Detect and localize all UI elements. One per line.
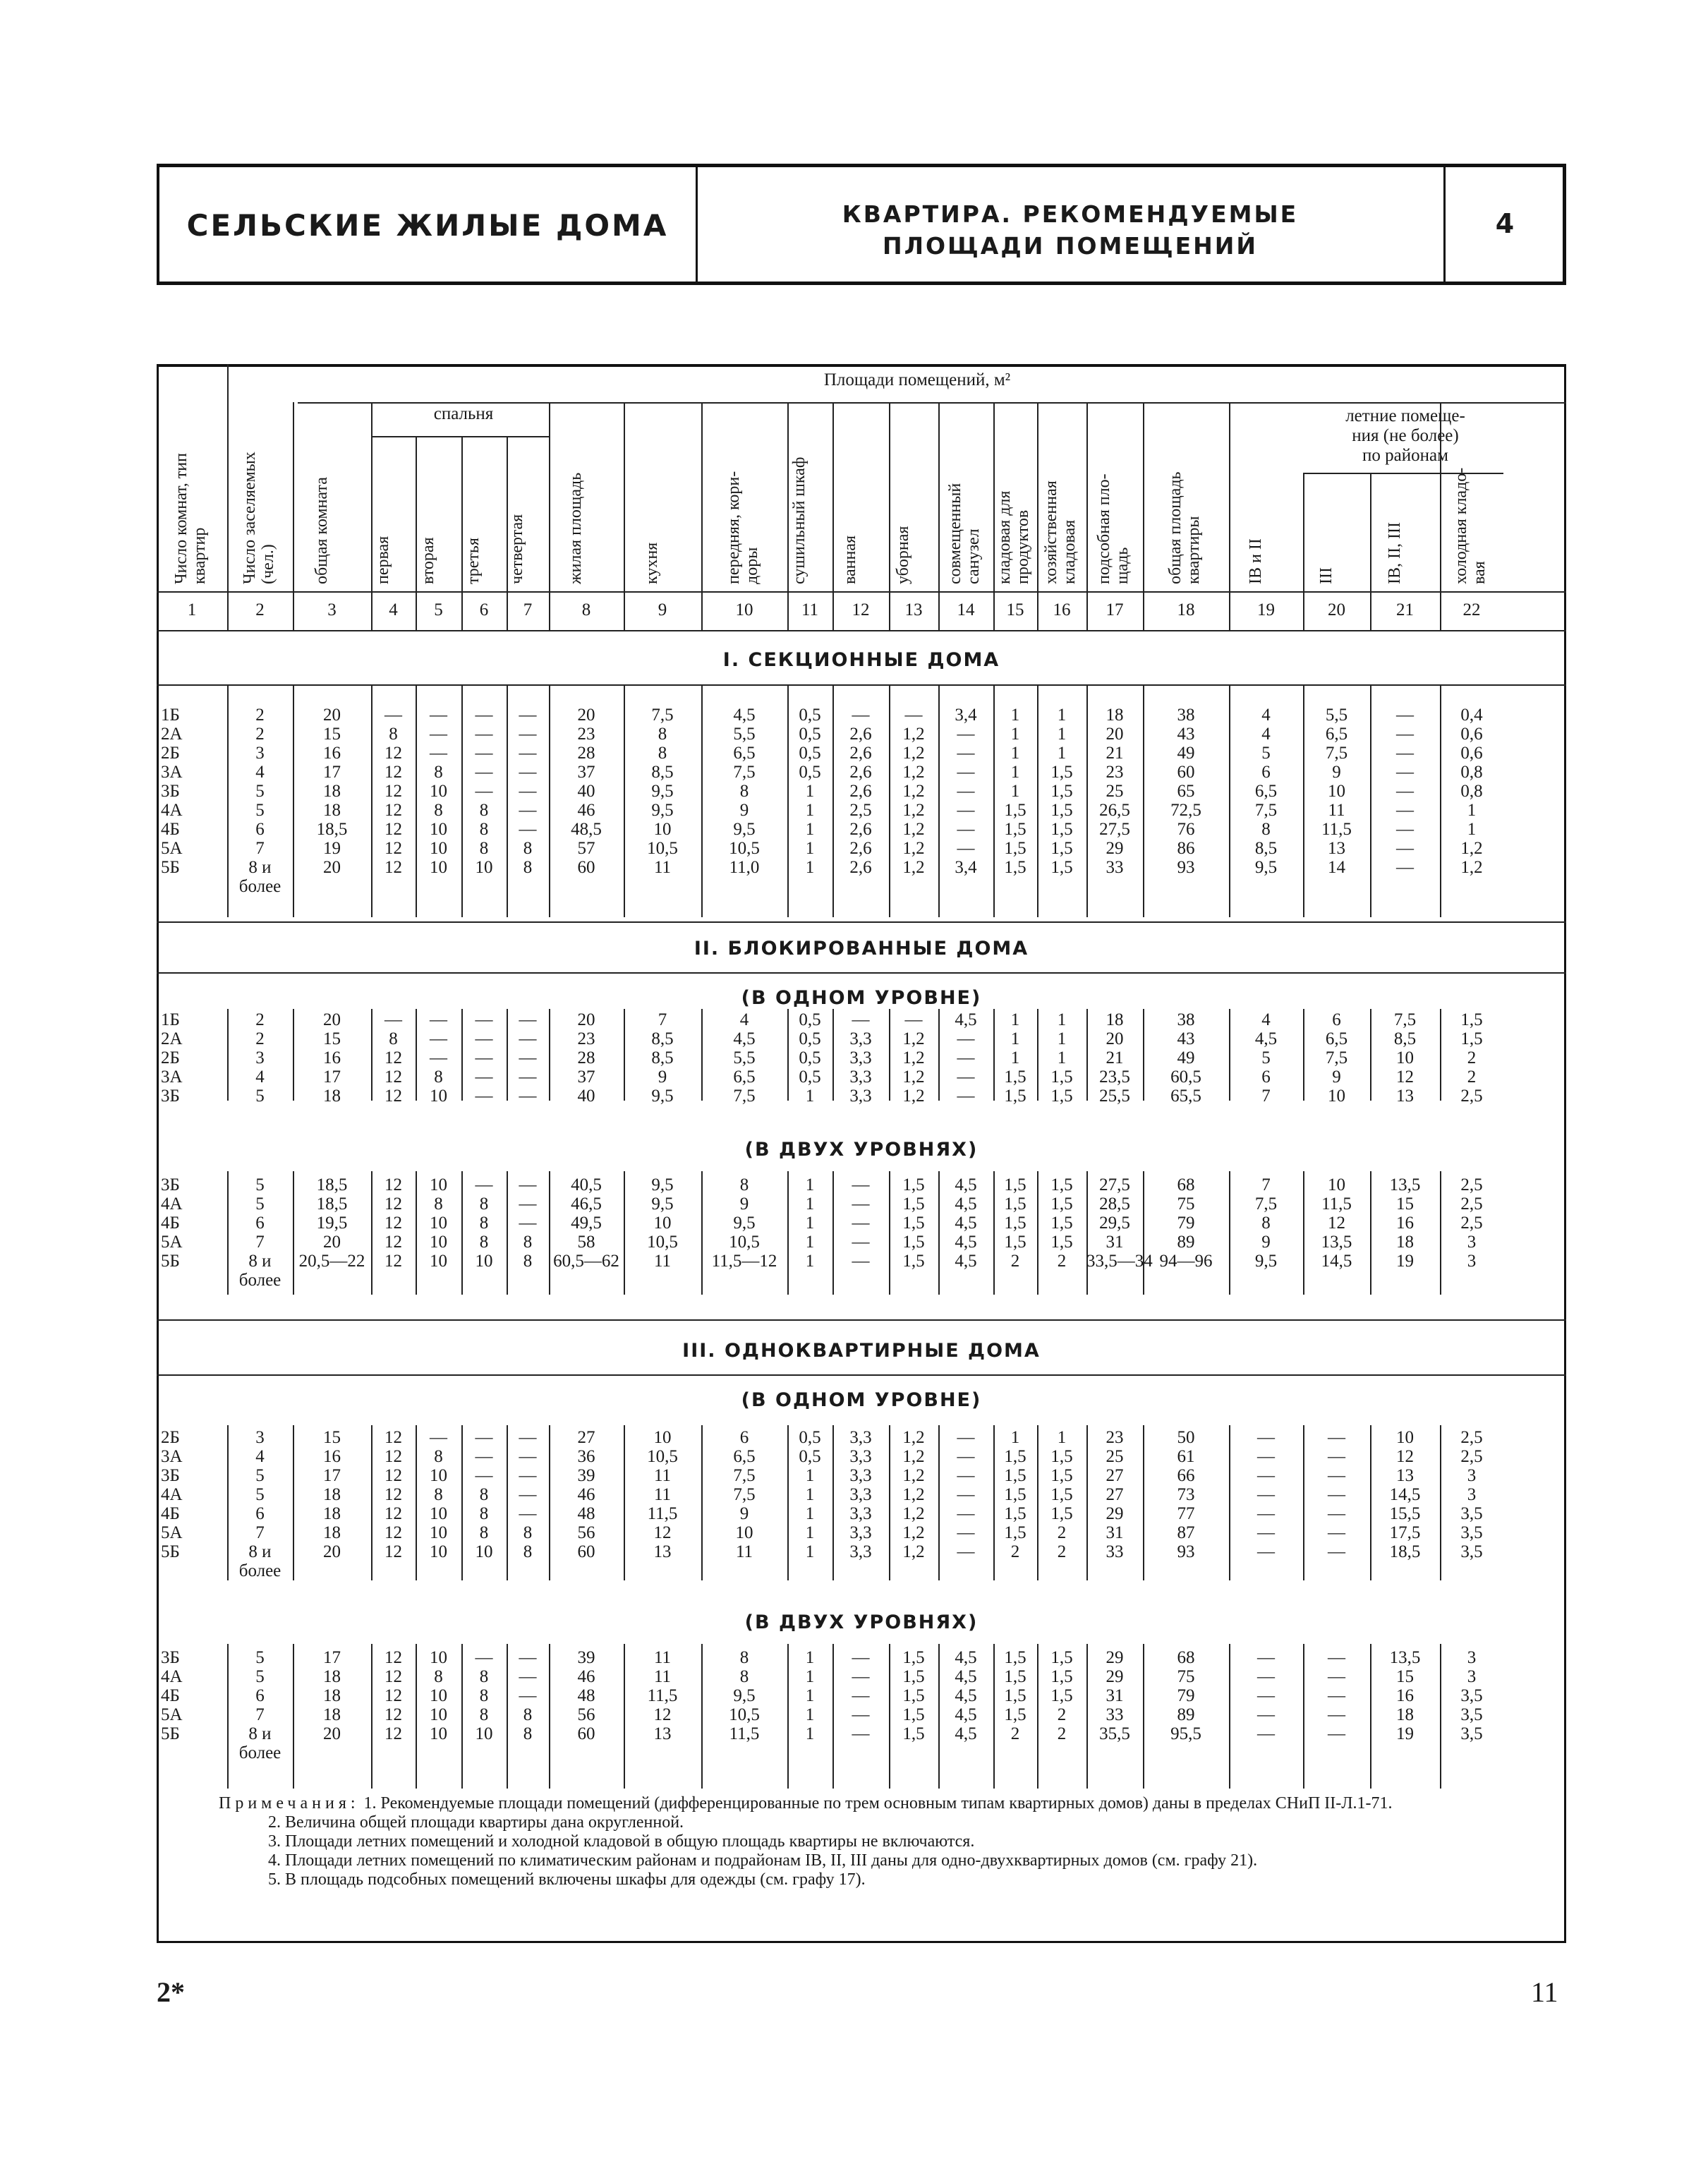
table-column-cells: 12 12 12 12 12 — [384, 1648, 402, 1743]
table-column-cells: 68 75 79 89 94—96 — [1159, 1175, 1213, 1271]
column-header: общая площадь квартиры — [1166, 471, 1203, 584]
table-column-cells: — — — — — — — — [957, 1428, 975, 1561]
table-column-cells: 10 10,5 11 11 11,5 12 13 — [647, 1428, 678, 1561]
table-column-cells: — — — — — 8 8 8 10 — [475, 706, 493, 877]
table-column-cells: 9,5 9,5 10 10,5 11 — [647, 1175, 678, 1271]
table-column-cells: 27,5 28,5 29,5 31 33,5—34 — [1086, 1175, 1153, 1271]
table-column-cells: 1,2 1,2 1,2 1,2 1,2 1,2 1,2 — [902, 1428, 925, 1561]
rule — [371, 436, 549, 437]
column-rule — [1440, 402, 1441, 630]
table-column-cells: 40,5 46,5 49,5 58 60,5—62 — [553, 1175, 619, 1271]
column-number: 14 — [957, 600, 975, 619]
table-column-cells: 10 8 10 10 10 — [430, 1175, 447, 1271]
table-column-cells: 39 46 48 56 60 — [577, 1648, 595, 1743]
column-rule — [889, 402, 890, 630]
subsection-heading: (В ОДНОМ УРОВНЕ) — [741, 1389, 982, 1411]
table-column-cells: 0,5 0,5 1 1 1 1 1 — [799, 1428, 821, 1561]
table-column-cells: — 3,3 3,3 3,3 3,3 — [849, 1010, 872, 1106]
column-number: 7 — [523, 600, 533, 619]
table-column-cells: 3Б 4А 4Б 5А 5Б — [161, 1648, 183, 1743]
table-column-cells: 4,5 4,5 4,5 4,5 4,5 — [955, 1648, 977, 1743]
column-number: 22 — [1462, 600, 1481, 619]
table-column-cells: 3 3 3,5 3,5 3,5 — [1460, 1648, 1483, 1743]
table-column-cells: 0,5 0,5 0,5 0,5 1 — [799, 1010, 821, 1106]
table-column-cells: 7 8,5 8,5 9 9,5 — [651, 1010, 674, 1106]
column-header: жилая площадь — [567, 472, 585, 584]
section-heading: II. БЛОКИРОВАННЫЕ ДОМА — [694, 938, 1029, 960]
column-number: 21 — [1396, 600, 1414, 619]
table-column-cells: 3Б 4А 4Б 5А 5Б — [161, 1175, 183, 1271]
table-column-cells: — — — 8 8 — [519, 1175, 537, 1271]
table-column-cells: — 1,2 1,2 1,2 1,2 1,2 1,2 1,2 1,2 — [902, 706, 925, 877]
table-column-cells: — 2,6 2,6 2,6 2,6 2,5 2,6 2,6 2,6 — [849, 706, 872, 877]
table-column-cells: — — — — — — [519, 1010, 537, 1106]
column-rule — [549, 402, 550, 630]
table-column-cells: 6 6,5 7,5 7,5 9 10 11 — [733, 1428, 756, 1561]
rule — [157, 684, 1566, 686]
column-header: сушильный шкаф — [790, 456, 808, 584]
table-column-cells: 50 61 66 73 77 87 93 — [1177, 1428, 1195, 1561]
table-column-cells: 2 2 3 4 5 5 6 7 8 и более — [238, 706, 281, 896]
column-header: холодная кладо- вая — [1452, 467, 1489, 584]
column-number: 19 — [1257, 600, 1275, 619]
column-rule — [993, 402, 995, 630]
column-number: 4 — [389, 600, 398, 619]
column-header: ванная — [841, 535, 859, 584]
table-column-cells: 7,5 8 8 8,5 9,5 9,5 10 10,5 11 — [647, 706, 678, 877]
table-column-cells: 8 8 9,5 10,5 11,5 — [729, 1648, 760, 1743]
table-column-cells: 0,5 0,5 0,5 0,5 1 1 1 1 1 — [799, 706, 821, 877]
column-number: 15 — [1006, 600, 1024, 619]
column-header: кухня — [643, 542, 661, 584]
subsection-heading: (В ДВУХ УРОВНЯХ) — [744, 1611, 979, 1633]
table-column-cells: — — — 8 10 — [430, 1010, 447, 1106]
table-column-cells: 29 29 31 33 35,5 — [1099, 1648, 1130, 1743]
column-header: подсобная пло- щадь — [1095, 473, 1132, 584]
table-column-cells: 2,5 2,5 2,5 3 3 — [1460, 1175, 1483, 1271]
table-column-cells: 1 1 1 1 1 1,5 1,5 1,5 1,5 — [1004, 706, 1026, 877]
rule — [298, 402, 1566, 404]
column-header: III — [1316, 567, 1335, 584]
notes-label: Примечания: — [219, 1794, 360, 1813]
column-rule — [787, 402, 789, 630]
table-column-cells: 13,5 15 16 18 19 — [1389, 1648, 1421, 1743]
table-column-cells: — 8 8 8 10 — [475, 1175, 493, 1271]
column-header: Число заселяемых (чел.) — [240, 452, 277, 584]
column-header: уборная — [894, 526, 912, 584]
column-number: 9 — [658, 600, 667, 619]
column-rule — [227, 364, 229, 630]
table-column-cells: 3,4 — — — — — — — 3,4 — [955, 706, 977, 877]
sheet-title — [697, 198, 1443, 262]
table-column-cells: 7,5 8,5 10 12 13 — [1393, 1010, 1417, 1106]
section-heading: I. СЕКЦИОННЫЕ ДОМА — [722, 649, 1000, 671]
table-column-cells: 2,5 2,5 3 3 3,5 3,5 3,5 — [1460, 1428, 1483, 1561]
rule — [157, 1319, 1566, 1321]
table-column-cells: 4 4 5 6 6,5 7,5 8 8,5 9,5 — [1254, 706, 1278, 877]
table-column-cells: 10 8 10 10 10 — [430, 1648, 447, 1743]
column-number: 2 — [255, 600, 265, 619]
column-rule — [371, 402, 373, 630]
table-column-cells: — — — — — 8 8 — [519, 1428, 537, 1561]
table-column-cells: 1,5 1,5 1,5 1,5 2 — [1050, 1175, 1073, 1271]
column-header: IВ и II — [1246, 538, 1265, 584]
column-number: 18 — [1177, 600, 1195, 619]
rule — [157, 591, 1566, 593]
table-column-cells: 5,5 6,5 7,5 9 10 11 11,5 13 14 — [1321, 706, 1352, 877]
table-column-cells: 18,5 18,5 19,5 20 20,5—22 — [298, 1175, 365, 1271]
column-number: 17 — [1106, 600, 1124, 619]
table-column-cells: 12 12 12 12 12 12 12 — [384, 1428, 402, 1561]
table-column-cells: — — — — — — [475, 1010, 493, 1106]
table-column-cells: 1 1 1 1,5 1,5 — [1004, 1010, 1026, 1106]
table-column-cells: 1 1,5 1,5 1,5 1,5 2 2 — [1050, 1428, 1073, 1561]
table-column-cells: 4,5 4,5 4,5 4,5 4,5 — [955, 1175, 977, 1271]
column-header: кладовая для продуктов — [995, 490, 1032, 584]
note: 2. Величина общей площади квартиры дана округленной. — [268, 1813, 684, 1832]
table-column-cells: 15 16 17 18 18 18 20 — [323, 1428, 341, 1561]
table-column-cells: — 8 8 8 10 — [475, 1648, 493, 1743]
column-number: 20 — [1328, 600, 1345, 619]
note: 4. Площади летних помещений по климатическим районам и подрайонам IВ, II, III даны для одно-двухквартирных домов (см. графу 21). — [268, 1851, 1258, 1870]
column-rule — [701, 402, 703, 630]
table-column-cells: 4 4,5 5 6 7 — [1254, 1010, 1278, 1106]
table-column-cells: — — — — — — [852, 1648, 870, 1743]
table-column-cells: — 8 12 12 12 12 12 12 12 — [384, 706, 402, 877]
table-column-cells: 20 15 16 17 18 18 18,5 19 20 — [316, 706, 348, 877]
title-block — [157, 164, 1566, 285]
column-header: хозяйственная кладовая — [1042, 480, 1079, 584]
table-column-cells: 10 11,5 12 13,5 14,5 — [1321, 1175, 1352, 1271]
table-column-cells: 10 12 13 14,5 15,5 17,5 18,5 — [1389, 1428, 1421, 1561]
group-header: Площади помещений, м² — [823, 370, 1011, 389]
column-header: IВ, II, III — [1385, 522, 1404, 584]
table-column-cells: 20 23 28 37 40 — [577, 1010, 595, 1106]
section-heading: III. ОДНОКВАРТИРНЫЕ ДОМА — [682, 1340, 1041, 1362]
table-column-cells: — — — 8 8 — [519, 1648, 537, 1743]
table-column-cells: 18 20 21 23 25 26,5 27,5 29 33 — [1099, 706, 1130, 877]
table-column-cells: — — — — — — — — [1257, 1428, 1275, 1561]
table-column-cells: 13,5 15 16 18 19 — [1389, 1175, 1421, 1271]
table-column-cells: 1,5 1,5 1,5 1,5 2 — [1004, 1175, 1026, 1271]
column-header: первая — [373, 536, 392, 584]
table-column-cells: 11 11 11,5 12 13 — [647, 1648, 678, 1743]
table-column-cells: 1 1 1 1,5 1,5 — [1050, 1010, 1073, 1106]
table-column-cells: 17 18 18 18 20 — [323, 1648, 341, 1743]
table-column-cells: 27 36 39 46 48 56 60 — [577, 1428, 595, 1561]
sheet-title-line: КВАРТИРА. РЕКОМЕНДУЕМЫЕ — [842, 200, 1299, 228]
page-number: 11 — [1531, 1976, 1558, 2008]
rule — [157, 1374, 1566, 1376]
signature-mark: 2* — [157, 1976, 185, 2008]
column-number: 12 — [852, 600, 870, 619]
table-column-cells: 3 4 5 5 6 7 8 и более — [238, 1428, 281, 1580]
table-column-cells: — — — — — — — — — — [1396, 706, 1414, 877]
subsection-heading: (В ОДНОМ УРОВНЕ) — [741, 987, 982, 1009]
table-column-cells: 4,5 5,5 6,5 7,5 8 9 9,5 10,5 11,0 — [729, 706, 760, 877]
table-column-cells: 2Б 3А 3Б 4А 4Б 5А 5Б — [161, 1428, 183, 1561]
section-title: СЕЛЬСКИЕ ЖИЛЫЕ ДОМА — [186, 208, 669, 243]
table-column-cells: — — — 8 10 8 10 10 10 — [430, 706, 447, 877]
table-column-cells: 1,5 1,5 2 2 2,5 — [1460, 1010, 1483, 1106]
column-number: 16 — [1053, 600, 1071, 619]
column-rule — [624, 402, 625, 630]
rule — [157, 972, 1566, 974]
column-rule — [293, 402, 294, 630]
table-column-cells: 1 1 1 1,5 1,5 1,5 1,5 1,5 1,5 — [1050, 706, 1073, 877]
rule — [157, 921, 1566, 923]
table-column-cells: 3,3 3,3 3,3 3,3 3,3 3,3 3,3 — [849, 1428, 872, 1561]
table-column-cells: — — — — — — [1257, 1648, 1275, 1743]
column-rule — [1086, 402, 1088, 630]
column-rule — [1143, 402, 1144, 630]
table-column-cells: 1 1,5 1,5 1,5 1,5 1,5 2 — [1004, 1428, 1026, 1561]
table-column-cells: 0,4 0,6 0,6 0,8 0,8 1 1 1,2 1,2 — [1460, 706, 1483, 877]
column-header: общая комната — [312, 477, 331, 584]
column-number: 8 — [581, 600, 591, 619]
table-column-cells: 20 23 28 37 40 46 48,5 57 60 — [571, 706, 602, 877]
table-column-cells: 38 43 49 60 65 72,5 76 86 93 — [1170, 706, 1201, 877]
note: 5. В площадь подсобных помещений включены шкафы для одежды (см. графу 17). — [268, 1870, 866, 1889]
column-header: третья — [464, 538, 483, 584]
table-column-cells: 20 15 16 17 18 — [323, 1010, 341, 1106]
table-column-cells: — — — — — — [852, 1175, 870, 1271]
sheet-number: 4 — [1495, 208, 1515, 239]
table-column-cells: 38 43 49 60,5 65,5 — [1170, 1010, 1201, 1106]
note: 3. Площади летних помещений и холодной кладовой в общую площадь квартиры не включаются. — [268, 1832, 975, 1851]
table-column-cells: 6 6,5 7,5 9 10 — [1325, 1010, 1348, 1106]
table-column-cells: 18 20 21 23,5 25,5 — [1099, 1010, 1130, 1106]
column-number: 11 — [801, 600, 819, 619]
note-text: 1. Рекомендуемые площади помещений (дифференцированные по трем основным типам квартирных домов) даны в пределах СНиП II-Л.1-71. — [359, 1794, 1393, 1813]
table-column-cells: 8 9 9,5 10,5 11,5—12 — [711, 1175, 777, 1271]
column-number: 13 — [904, 600, 923, 619]
table-column-cells: — 8 12 12 12 — [384, 1010, 402, 1106]
column-header: передняя, кори- доры — [725, 471, 761, 584]
column-header: четвертая — [508, 514, 526, 584]
note — [219, 1794, 1545, 1813]
column-rule — [1229, 402, 1230, 630]
column-rule — [832, 402, 834, 630]
subsection-heading: (В ДВУХ УРОВНЯХ) — [744, 1139, 979, 1161]
table-column-cells: — — — — — — [1328, 1648, 1345, 1743]
table-column-cells: 1,5 1,5 1,5 2 2 — [1050, 1648, 1073, 1743]
table-column-cells: 68 75 79 89 95,5 — [1170, 1648, 1201, 1743]
table-column-cells: — — — 8 8 8 10 — [475, 1428, 493, 1561]
table-column-cells: 5 5 6 7 8 и более — [238, 1648, 281, 1762]
rule — [157, 630, 1566, 631]
column-number: 5 — [434, 600, 443, 619]
table-column-cells: 4,5 — — — — — [955, 1010, 977, 1106]
table-column-cells: 1Б 2А 2Б 3А 3Б 4А 4Б 5А 5Б — [161, 706, 183, 877]
column-header: Число комнат, тип квартир — [172, 453, 209, 584]
notes — [219, 1794, 1545, 1889]
table-column-cells: — 8 10 8 10 10 10 — [430, 1428, 447, 1561]
column-header: вторая — [418, 537, 437, 584]
table-column-cells: 23 25 27 27 29 31 33 — [1106, 1428, 1124, 1561]
bedroom-subheader: спальня — [433, 404, 494, 423]
table-column-cells: 12 12 12 12 12 — [384, 1175, 402, 1271]
table-column-cells: 1 1 1 1 1 — [805, 1648, 815, 1743]
sheet-title-line: ПЛОЩАДИ ПОМЕЩЕНИЙ — [882, 232, 1259, 260]
column-number: 3 — [327, 600, 337, 619]
table-column-cells: 4 4,5 5,5 6,5 7,5 — [733, 1010, 756, 1106]
column-number: 6 — [479, 600, 489, 619]
table-column-cells: 1 1 1 1 1 — [805, 1175, 815, 1271]
column-header: совмещенный санузел — [946, 483, 983, 584]
table-column-cells: 1,5 1,5 1,5 1,5 1,5 — [902, 1175, 925, 1271]
table-column-cells: 2 2 3 4 5 — [255, 1010, 265, 1106]
column-number: 10 — [735, 600, 753, 619]
column-rule — [938, 402, 940, 630]
table-column-cells: — 1,2 1,2 1,2 1,2 — [902, 1010, 925, 1106]
table-column-cells: 1Б 2А 2Б 3А 3Б — [161, 1010, 183, 1106]
summer-rooms-subheader: летние помеще- ния (не более) по районам — [1345, 406, 1465, 465]
column-rule — [1037, 402, 1038, 630]
table-column-cells: 1,5 1,5 1,5 1,5 1,5 — [902, 1648, 925, 1743]
table-column-cells: 1,5 1,5 1,5 1,5 2 — [1004, 1648, 1026, 1743]
table-column-cells: 7 7,5 8 9 9,5 — [1254, 1175, 1278, 1271]
table-column-cells: — — — — — — — 8 8 — [519, 706, 537, 877]
table-column-cells: — — — — — — — — [1328, 1428, 1345, 1561]
table-column-cells: 5 5 6 7 8 и более — [238, 1175, 281, 1290]
column-number: 1 — [187, 600, 197, 619]
